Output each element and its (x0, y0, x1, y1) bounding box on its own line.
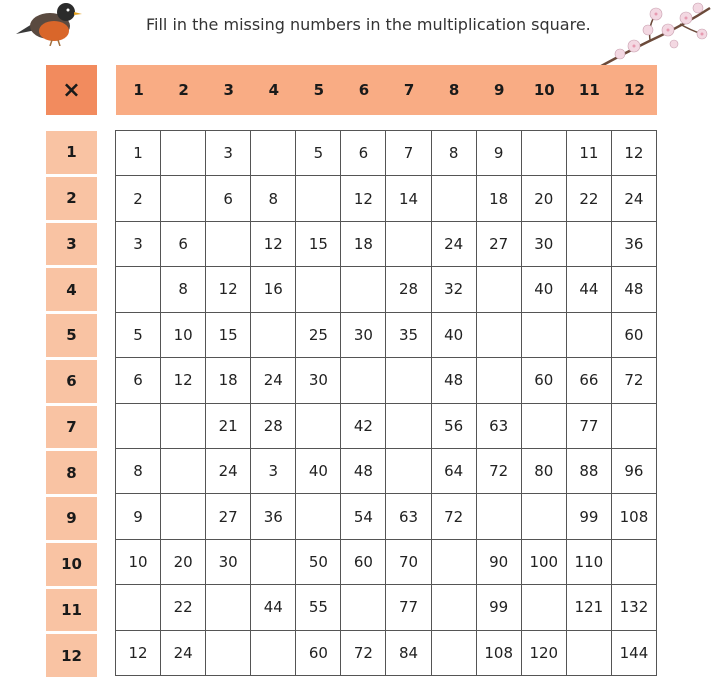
answer-cell: 6 (206, 176, 251, 221)
answer-cell-empty[interactable] (386, 358, 431, 403)
answer-cell: 60 (522, 358, 567, 403)
answer-cell: 12 (612, 131, 657, 176)
answer-cell: 12 (251, 222, 296, 267)
answer-cell: 72 (432, 494, 477, 539)
answer-cell: 30 (522, 222, 567, 267)
answer-cell-empty[interactable] (116, 267, 161, 312)
answer-cell-empty[interactable] (477, 267, 522, 312)
answer-cell: 22 (567, 176, 612, 221)
answer-cell: 7 (386, 131, 431, 176)
answer-cell: 55 (296, 585, 341, 630)
answer-cell-empty[interactable] (161, 449, 206, 494)
answer-cell: 30 (296, 358, 341, 403)
answer-cell-empty[interactable] (251, 313, 296, 358)
answer-cell-empty[interactable] (522, 404, 567, 449)
answer-cell: 72 (612, 358, 657, 403)
answer-cell: 27 (477, 222, 522, 267)
answer-cell: 60 (296, 631, 341, 676)
answer-cell-empty[interactable] (567, 631, 612, 676)
answer-cell: 18 (341, 222, 386, 267)
column-header: 2 (178, 81, 189, 99)
answer-cell: 132 (612, 585, 657, 630)
answer-cell: 21 (206, 404, 251, 449)
answer-cell-empty[interactable] (522, 494, 567, 539)
answer-cell-empty[interactable] (432, 585, 477, 630)
answer-cell-empty[interactable] (522, 585, 567, 630)
answer-cell-empty[interactable] (296, 267, 341, 312)
column-header: 3 (223, 81, 234, 99)
answer-cell: 28 (251, 404, 296, 449)
answer-cell-empty[interactable] (341, 267, 386, 312)
answer-cell: 90 (477, 540, 522, 585)
row-header: 1 (46, 131, 97, 174)
answer-cell: 10 (116, 540, 161, 585)
answer-cell: 16 (251, 267, 296, 312)
answer-cell-empty[interactable] (386, 222, 431, 267)
answer-cell: 88 (567, 449, 612, 494)
answer-cell: 54 (341, 494, 386, 539)
instruction-text: Fill in the missing numbers in the multiplication square. (146, 15, 591, 34)
answer-cell: 12 (341, 176, 386, 221)
answer-cell: 12 (206, 267, 251, 312)
row-headers (46, 131, 97, 677)
column-header: 8 (448, 81, 460, 99)
answer-cell: 20 (161, 540, 206, 585)
answer-cell: 64 (432, 449, 477, 494)
answer-cell: 72 (341, 631, 386, 676)
answer-cell: 110 (567, 540, 612, 585)
row-header: 8 (46, 451, 97, 494)
answer-cell: 6 (161, 222, 206, 267)
column-header: 10 (533, 81, 555, 99)
column-header: 7 (403, 81, 415, 99)
row-header: 3 (46, 223, 97, 266)
answer-cell: 24 (161, 631, 206, 676)
answer-cell: 48 (341, 449, 386, 494)
answer-cell: 48 (432, 358, 477, 403)
answer-cell: 12 (116, 631, 161, 676)
answer-cell: 6 (341, 131, 386, 176)
answer-cell: 100 (522, 540, 567, 585)
answer-cell-empty[interactable] (161, 176, 206, 221)
answer-cell: 9 (477, 131, 522, 176)
column-header: 9 (493, 81, 505, 99)
answer-cell: 77 (567, 404, 612, 449)
answer-cell: 12 (161, 358, 206, 403)
row-header: 2 (46, 177, 97, 220)
answer-cell: 60 (612, 313, 657, 358)
answer-cell: 8 (116, 449, 161, 494)
answer-cell: 96 (612, 449, 657, 494)
answer-cell-empty[interactable] (206, 585, 251, 630)
answer-cell: 48 (612, 267, 657, 312)
multiplication-grid (115, 130, 657, 676)
answer-cell: 8 (432, 131, 477, 176)
answer-cell: 3 (251, 449, 296, 494)
answer-cell: 11 (567, 131, 612, 176)
answer-cell: 5 (116, 313, 161, 358)
column-header: 11 (578, 81, 600, 99)
answer-cell: 44 (251, 585, 296, 630)
answer-cell-empty[interactable] (567, 222, 612, 267)
answer-cell-empty[interactable] (341, 358, 386, 403)
answer-cell-empty[interactable] (251, 631, 296, 676)
row-header: 7 (46, 406, 97, 449)
cherry-blossom-branch-illustration (590, 0, 713, 72)
answer-cell: 66 (567, 358, 612, 403)
answer-cell: 14 (386, 176, 431, 221)
answer-cell: 44 (567, 267, 612, 312)
answer-cell: 32 (432, 267, 477, 312)
answer-cell-empty[interactable] (522, 131, 567, 176)
answer-cell: 15 (206, 313, 251, 358)
robin-bird-illustration (14, 0, 84, 46)
row-header: 9 (46, 497, 97, 540)
answer-cell: 56 (432, 404, 477, 449)
answer-cell: 35 (386, 313, 431, 358)
answer-cell-empty[interactable] (206, 222, 251, 267)
answer-cell: 22 (161, 585, 206, 630)
answer-cell: 10 (161, 313, 206, 358)
answer-cell-empty[interactable] (251, 540, 296, 585)
answer-cell: 40 (522, 267, 567, 312)
answer-cell: 84 (386, 631, 431, 676)
column-header: 1 (133, 81, 144, 99)
answer-cell: 120 (522, 631, 567, 676)
answer-cell: 15 (296, 222, 341, 267)
answer-cell-empty[interactable] (251, 131, 296, 176)
row-header: 11 (46, 589, 97, 632)
answer-cell-empty[interactable] (477, 358, 522, 403)
answer-cell-empty[interactable] (386, 404, 431, 449)
answer-cell-empty[interactable] (432, 176, 477, 221)
row-header: 10 (46, 543, 97, 586)
answer-cell: 40 (432, 313, 477, 358)
answer-cell-empty[interactable] (477, 313, 522, 358)
answer-cell: 80 (522, 449, 567, 494)
answer-cell: 2 (116, 176, 161, 221)
answer-cell: 99 (477, 585, 522, 630)
answer-cell-empty[interactable] (567, 313, 612, 358)
row-header: 4 (46, 268, 97, 311)
column-headers (116, 65, 657, 115)
answer-cell: 63 (386, 494, 431, 539)
row-header: 5 (46, 314, 97, 357)
answer-cell: 121 (567, 585, 612, 630)
answer-cell: 50 (296, 540, 341, 585)
row-header: 6 (46, 360, 97, 403)
answer-cell: 20 (522, 176, 567, 221)
answer-cell: 30 (206, 540, 251, 585)
answer-cell: 24 (206, 449, 251, 494)
answer-cell: 25 (296, 313, 341, 358)
answer-cell: 40 (296, 449, 341, 494)
answer-cell: 24 (612, 176, 657, 221)
answer-cell-empty[interactable] (116, 585, 161, 630)
answer-cell: 1 (116, 131, 161, 176)
answer-cell: 144 (612, 631, 657, 676)
answer-cell-empty[interactable] (432, 631, 477, 676)
answer-cell: 28 (386, 267, 431, 312)
answer-cell-empty[interactable] (612, 540, 657, 585)
answer-cell-empty[interactable] (477, 494, 522, 539)
answer-cell-empty[interactable] (612, 404, 657, 449)
answer-cell: 60 (341, 540, 386, 585)
answer-cell: 42 (341, 404, 386, 449)
answer-cell: 18 (206, 358, 251, 403)
answer-cell-empty[interactable] (341, 585, 386, 630)
answer-cell: 8 (161, 267, 206, 312)
answer-cell: 3 (206, 131, 251, 176)
answer-cell: 30 (341, 313, 386, 358)
answer-cell: 6 (116, 358, 161, 403)
answer-cell: 24 (251, 358, 296, 403)
answer-cell-empty[interactable] (296, 404, 341, 449)
answer-cell-empty[interactable] (206, 631, 251, 676)
answer-cell: 5 (296, 131, 341, 176)
answer-cell-empty[interactable] (386, 449, 431, 494)
column-header: 5 (313, 81, 325, 99)
answer-cell-empty[interactable] (296, 494, 341, 539)
answer-cell: 36 (251, 494, 296, 539)
column-header: 4 (268, 81, 279, 99)
answer-cell: 9 (116, 494, 161, 539)
column-header: 6 (358, 81, 370, 99)
answer-cell: 108 (477, 631, 522, 676)
answer-cell-empty[interactable] (161, 494, 206, 539)
answer-cell-empty[interactable] (432, 540, 477, 585)
answer-cell: 63 (477, 404, 522, 449)
row-header: 12 (46, 634, 97, 677)
column-header: 12 (624, 81, 645, 99)
answer-cell: 108 (612, 494, 657, 539)
answer-cell-empty[interactable] (522, 313, 567, 358)
answer-cell-empty[interactable] (161, 404, 206, 449)
answer-cell: 99 (567, 494, 612, 539)
answer-cell: 72 (477, 449, 522, 494)
multiply-symbol-cell: × (46, 65, 97, 115)
answer-cell: 70 (386, 540, 431, 585)
answer-cell: 24 (432, 222, 477, 267)
answer-cell: 36 (612, 222, 657, 267)
answer-cell: 77 (386, 585, 431, 630)
answer-cell: 3 (116, 222, 161, 267)
answer-cell-empty[interactable] (161, 131, 206, 176)
answer-cell: 18 (477, 176, 522, 221)
answer-cell: 27 (206, 494, 251, 539)
answer-cell-empty[interactable] (116, 404, 161, 449)
answer-cell: 8 (251, 176, 296, 221)
answer-cell-empty[interactable] (296, 176, 341, 221)
